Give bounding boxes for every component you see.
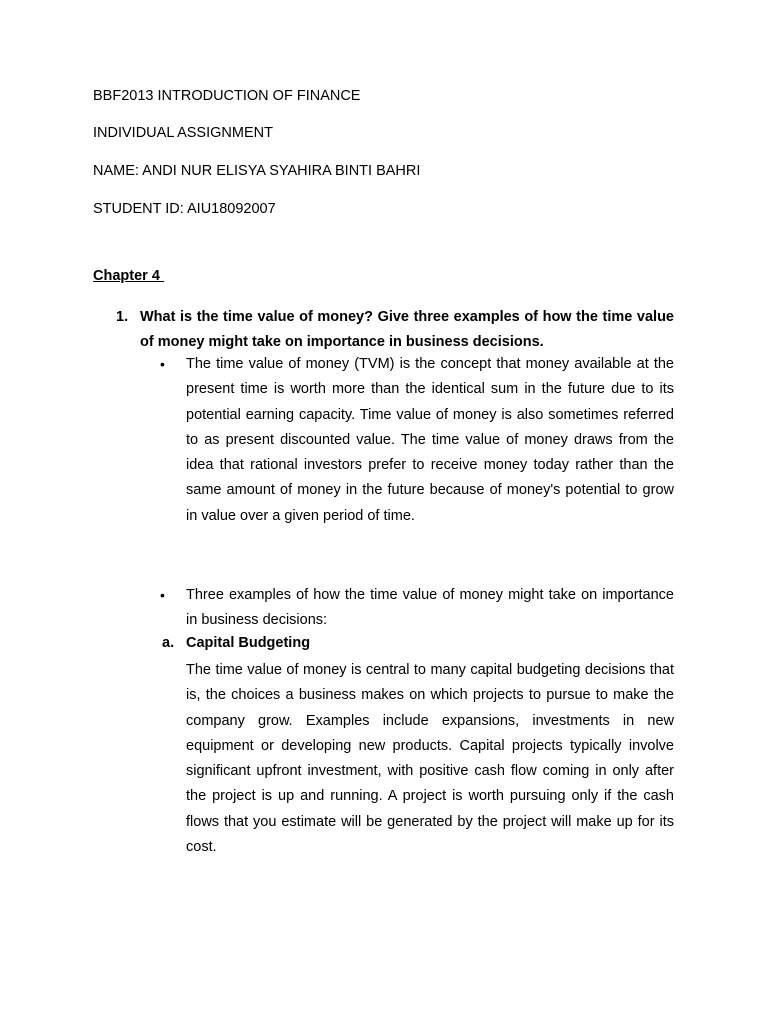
bullet-icon: • [160,356,165,372]
example-body: The time value of money is central to many capital budgeting decisions that is, the choices a business makes on which projects to pursue to make the company grow. Examples include expansions, investments in new equipment or developing new products. Capital projects typically involve significant upfront investment, with positive cash flow coming in only after the project is up and running. A project is worth pursuing only if the cash flows that you estimate will be generated by the project will make up for its cost. [186,662,674,856]
student-id: STUDENT ID: AIU18092007 [93,201,276,217]
student-name: NAME: ANDI NUR ELISYA SYAHIRA BINTI BAHRI [93,163,421,179]
bullet-paragraph-examples-intro: Three examples of how the time value of money might take on importance in business decisions: [186,587,674,629]
course-title: BBF2013 INTRODUCTION OF FINANCE [93,88,361,104]
example-title: Capital Budgeting [186,635,311,651]
question-text: What is the time value of money? Give three examples of how the time value of money might take on importance in business decisions. [140,309,674,350]
example-label: a. [162,635,175,651]
bullet-icon: • [160,587,165,603]
bullet-paragraph-tvm-definition: The time value of money (TVM) is the concept that money available at the present time is worth more than the identical sum in the future due to its potential earning capacity. Time value of money is also sometimes referred to as present discounted value. The time value of money draws from the idea that rational investors prefer to receive money today rather than the same amount of money in the future because of money's potential to grow in value over a given period of time. [186,356,674,524]
chapter-heading: Chapter 4 [93,268,164,284]
question-number: 1. [116,309,129,325]
assignment-type: INDIVIDUAL ASSIGNMENT [93,125,273,141]
